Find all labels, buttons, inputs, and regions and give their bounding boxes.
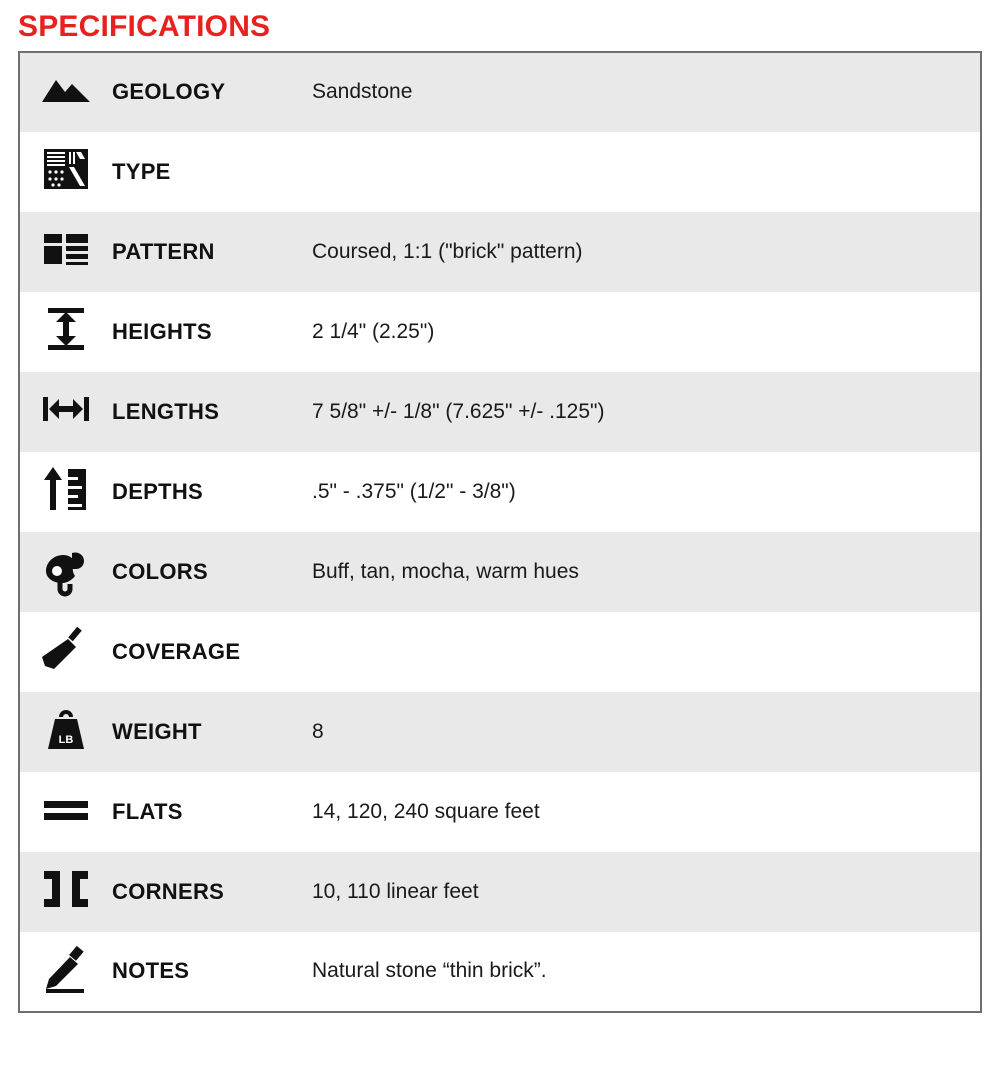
table-row	[19, 52, 981, 132]
icon-cell	[19, 532, 112, 612]
table-row	[19, 292, 981, 372]
mountain-icon	[38, 62, 94, 118]
width-arrow-icon	[38, 381, 94, 437]
page-title: SPECIFICATIONS	[18, 10, 271, 43]
table-row	[19, 932, 981, 1012]
table-row	[19, 612, 981, 692]
row-label: TYPE	[112, 158, 171, 184]
icon-cell	[19, 292, 112, 372]
row-label: WEIGHT	[112, 718, 202, 744]
row-label: COLORS	[112, 558, 208, 584]
icon-cell	[19, 452, 112, 532]
table-row	[19, 852, 981, 932]
trowel-icon	[38, 621, 94, 677]
row-label: NOTES	[112, 958, 190, 983]
specifications-table	[18, 51, 982, 1013]
table-row	[19, 212, 981, 292]
row-label: CORNERS	[112, 878, 225, 904]
icon-cell	[19, 212, 112, 292]
row-value: Natural stone “thin brick”.	[312, 959, 547, 982]
row-value	[312, 612, 981, 692]
icon-cell	[19, 772, 112, 852]
corners-icon	[38, 861, 94, 917]
icon-cell	[19, 372, 112, 452]
texture-swatch-icon	[38, 141, 94, 197]
row-value: 14, 120, 240 square feet	[312, 799, 540, 823]
row-label: PATTERN	[112, 238, 215, 264]
table-row	[19, 532, 981, 612]
icon-cell	[19, 852, 112, 932]
table-row	[19, 372, 981, 452]
row-label: GEOLOGY	[112, 79, 226, 104]
weight-lb-icon	[38, 701, 94, 757]
pencil-icon	[38, 941, 94, 997]
table-row	[19, 692, 981, 772]
brick-pattern-icon	[38, 221, 94, 277]
row-label: LENGTHS	[112, 398, 220, 424]
row-value: Sandstone	[312, 80, 413, 103]
height-arrow-icon	[38, 301, 94, 357]
table-row	[19, 132, 981, 212]
icon-cell	[19, 612, 112, 692]
table-row	[19, 452, 981, 532]
table-row	[19, 772, 981, 852]
row-value: 8	[312, 719, 324, 743]
row-label: COVERAGE	[112, 638, 241, 664]
row-label: HEIGHTS	[112, 318, 212, 344]
row-value: 10, 110 linear feet	[312, 879, 479, 903]
icon-cell	[19, 932, 112, 1012]
row-value: Coursed, 1:1 ("brick" pattern)	[312, 239, 583, 263]
svg-text:LB: LB	[58, 734, 74, 746]
depth-ruler-icon	[38, 461, 94, 517]
flats-stack-icon	[38, 781, 94, 837]
icon-cell	[19, 692, 112, 772]
row-value: .5" - .375" (1/2" - 3/8")	[312, 479, 516, 503]
row-value: 2 1/4" (2.25")	[312, 319, 435, 343]
row-label: DEPTHS	[112, 478, 204, 504]
row-value: 7 5/8" +/- 1/8" (7.625" +/- .125")	[312, 399, 605, 423]
icon-cell	[19, 52, 112, 132]
paint-roller-icon	[38, 541, 94, 597]
row-value: Buff, tan, mocha, warm hues	[312, 559, 579, 583]
icon-cell	[19, 132, 112, 212]
row-label: FLATS	[112, 798, 183, 824]
row-value	[312, 132, 981, 212]
